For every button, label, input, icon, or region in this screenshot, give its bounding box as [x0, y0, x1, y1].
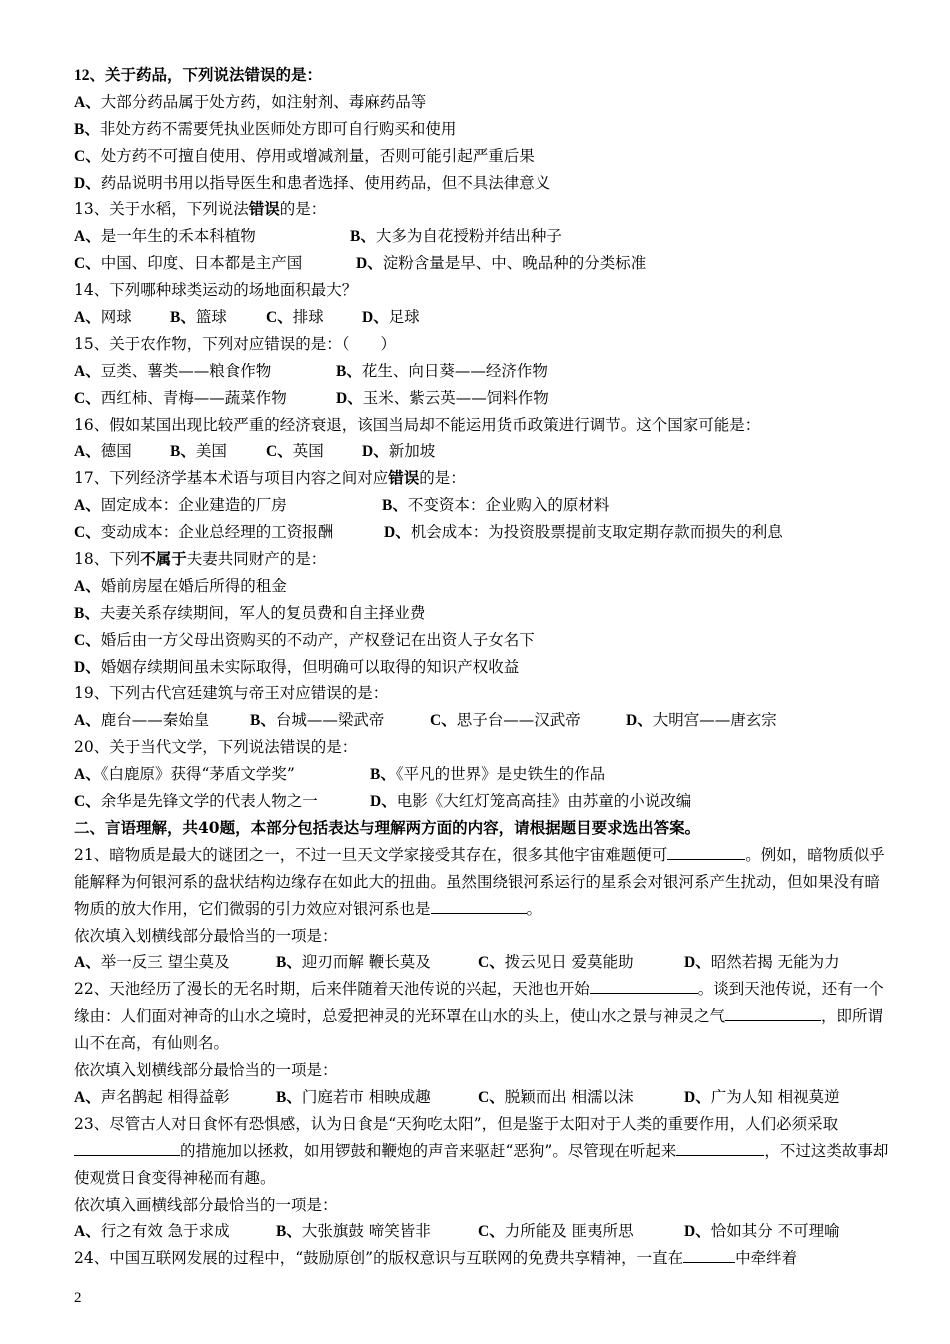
q15-stem: 15、关于农作物，下列对应错误的是：（ ）	[74, 334, 396, 353]
q24-passage: 24、中国互联网发展的过程中，“鼓励原创”的版权意识与互联网的免费共享精神，一直在 中牵绊着	[74, 1249, 798, 1268]
q22-blank-1	[590, 978, 698, 994]
q21-prompt: 依次填入划横线部分最恰当的一项是：	[74, 926, 338, 945]
q22-prompt: 依次填入划横线部分最恰当的一项是：	[74, 1061, 338, 1080]
q18-option-a: A、婚前房屋在婚后所得的租金	[74, 576, 287, 595]
q16-options: A、德国 B、美国 C、英国 D、新加坡	[74, 442, 436, 461]
q17-stem: 17、下列经济学基本术语与项目内容之间对应错误的是：	[74, 468, 466, 488]
q16-stem: 16、假如某国出现比较严重的经济衰退，该国当局却不能运用货币政策进行调节。这个国家可能是：	[74, 415, 761, 434]
q15-options-cd: C、西红柿、青梅——蔬菜作物 D、玉米、紫云英——饲料作物	[74, 388, 549, 407]
q20-options-ab: A、《白鹿原》获得“茅盾文学奖” B、《平凡的世界》是史铁生的作品	[74, 765, 606, 784]
section-2-heading: 二、言语理解，共40题，本部分包括表达与理解两方面的内容，请根据题目要求选出答案。	[74, 817, 701, 837]
q12-option-a: A、大部分药品属于处方药，如注射剂、毒麻药品等	[74, 92, 427, 111]
q20-options-cd: C、余华是先锋文学的代表人物之一 D、电影《大红灯笼高高挂》由苏童的小说改编	[74, 792, 692, 811]
q18-option-c: C、婚后由一方父母出资购买的不动产，产权登记在出资人子女名下	[74, 630, 535, 649]
q12-option-c: C、处方药不可擅自使用、停用或增减剂量，否则可能引起严重后果	[74, 146, 535, 165]
q20-stem: 20、关于当代文学，下列说法错误的是：	[74, 738, 358, 757]
q14-options: A、网球 B、篮球 C、排球 D、足球	[74, 308, 420, 327]
q21-options: A、举一反三 望尘莫及 B、迎刃而解 鞭长莫及 C、拨云见日 爱莫能助 D、昭然若揭 无能为力	[74, 953, 840, 972]
q21-blank-2	[431, 898, 527, 914]
q23-blank-1	[74, 1140, 180, 1156]
page-number: 2	[74, 1290, 82, 1306]
q22-passage: 22、天池经历了漫长的无名时期，后来伴随着天池传说的兴起，天池也开始 。谈到天池传说，还有一个缘由：人们面对神奇的山水之境时，总爱把神灵的光环罩在山水的头上，使山水之景与神灵之气 ，即所谓山不在高，有仙则名。	[74, 980, 884, 1053]
q18-option-d: D、婚姻存续期间虽未实际取得，但明确可以取得的知识产权收益	[74, 657, 520, 676]
q18-stem: 18、下列不属于夫妻共同财产的是：	[74, 549, 327, 569]
q12-option-b: B、非处方药不需要凭执业医师处方即可自行购买和使用	[74, 119, 457, 138]
q19-options: A、鹿台——秦始皇 B、台城——梁武帝 C、思子台——汉武帝 D、大明宫——唐玄宗	[74, 711, 777, 730]
q18-option-b: B、夫妻关系存续期间，军人的复员费和自主择业费	[74, 603, 426, 622]
q17-options-cd: C、变动成本：企业总经理的工资报酬 D、机会成本：为投资股票提前支取定期存款而损失的利息	[74, 523, 783, 542]
q12-stem: 12、关于药品，下列说法错误的是：	[74, 67, 323, 84]
q23-prompt: 依次填入画横线部分最恰当的一项是：	[74, 1195, 338, 1214]
q13-stem: 13、关于水稻，下列说法错误的是：	[74, 199, 327, 219]
q13-options-ab: A、是一年生的禾本科植物 B、大多为自花授粉并结出种子	[74, 227, 562, 246]
q17-options-ab: A、固定成本：企业建造的厂房 B、不变资本：企业购入的原材料	[74, 496, 610, 515]
q14-stem: 14、下列哪种球类运动的场地面积最大？	[74, 281, 358, 300]
q21-blank-1	[667, 844, 745, 860]
q23-options: A、行之有效 急于求成 B、大张旗鼓 啼笑皆非 C、力所能及 匪夷所思 D、恰如其分 不可理喻	[74, 1222, 840, 1241]
q12-option-d: D、药品说明书用以指导医生和患者选择、使用药品，但不具法律意义	[74, 173, 551, 192]
q22-blank-2	[725, 1005, 821, 1021]
q23-passage: 23、尽管古人对日食怀有恐惧感，认为日食是“天狗吃太阳”，但是鉴于太阳对于人类的重要作用，人们必须采取的措施加以拯救，如用锣鼓和鞭炮的声音来驱赶“恶狗”。尽管现在听起来 ，不过这类故事却使观赏日食变得神秘而有趣。	[74, 1114, 889, 1187]
q22-options: A、声名鹊起 相得益彰 B、门庭若市 相映成趣 C、脱颖而出 相濡以沫 D、广为人知 相视莫逆	[74, 1087, 840, 1106]
q23-blank-2	[676, 1140, 764, 1156]
q15-options-ab: A、豆类、薯类——粮食作物 B、花生、向日葵——经济作物	[74, 361, 548, 380]
q19-stem: 19、下列古代宫廷建筑与帝王对应错误的是：	[74, 684, 389, 703]
q13-options-cd: C、中国、印度、日本都是主产国 D、淀粉含量是早、中、晚品种的分类标准	[74, 254, 647, 273]
exam-page	[74, 62, 894, 1272]
q24-blank-1	[683, 1247, 735, 1263]
q21-passage: 21、暗物质是最大的谜团之一，不过一旦天文学家接受其存在，很多其他宇宙难题便可 。例如，暗物质似乎能解释为何银河系的盘状结构边缘存在如此大的扭曲。虽然围绕银河系运行的星系会对银河系产生扰动，但如果没有暗物质的放大作用，它们微弱的引力效应对银河系也是 。	[74, 845, 885, 918]
